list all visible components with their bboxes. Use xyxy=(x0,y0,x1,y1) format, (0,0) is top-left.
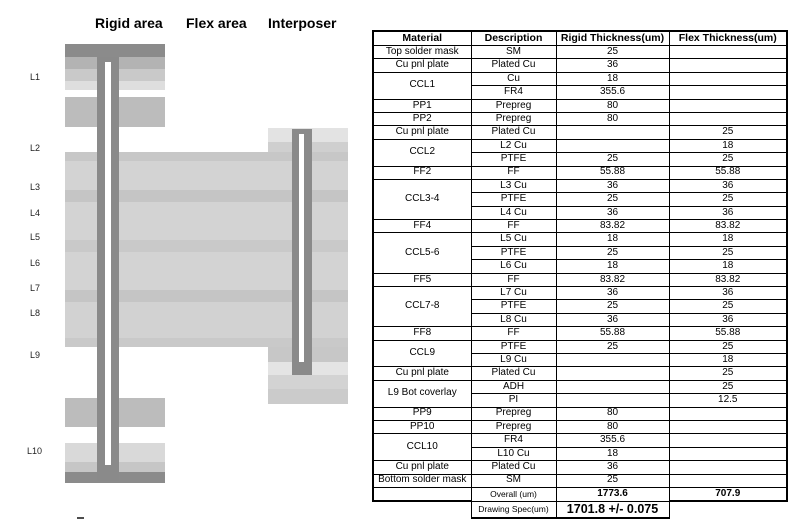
flex-thickness-cell xyxy=(669,59,787,72)
flex-thickness-cell xyxy=(669,99,787,112)
rigid-thickness-cell: 25 xyxy=(556,474,669,487)
material-cell: FF4 xyxy=(373,220,471,233)
flex-thickness-cell: 25 xyxy=(669,153,787,166)
table-row xyxy=(373,233,787,246)
description-cell: PTFE xyxy=(471,246,556,259)
spec-label-cell: Drawing Spec(um) xyxy=(471,501,556,518)
rigid-thickness-cell: 355.6 xyxy=(556,86,669,99)
flex-thickness-cell: 25 xyxy=(669,126,787,139)
table-header-row xyxy=(373,31,787,46)
flex-thickness-cell: 25 xyxy=(669,380,787,393)
description-cell: L10 Cu xyxy=(471,447,556,460)
material-cell: PP10 xyxy=(373,420,471,433)
flex-thickness-cell: 25 xyxy=(669,367,787,380)
rigid-thickness-cell: 36 xyxy=(556,287,669,300)
top-solder-mask-block xyxy=(65,44,165,57)
flex-thickness-cell: 18 xyxy=(669,353,787,366)
description-cell: PTFE xyxy=(471,153,556,166)
rigid-thickness-cell: 18 xyxy=(556,260,669,273)
flex-area-label: Flex area xyxy=(186,15,247,31)
table-row xyxy=(373,474,787,487)
flex-thickness-cell: 83.82 xyxy=(669,220,787,233)
interposer-via-hole xyxy=(299,134,304,362)
stackup-tbody xyxy=(373,46,787,488)
spec-value-cell: 1701.8 +/- 0.075 xyxy=(556,501,669,518)
material-cell: FF5 xyxy=(373,273,471,286)
table-row xyxy=(373,420,787,433)
rigid-thickness-cell: 25 xyxy=(556,300,669,313)
rigid-thickness-cell: 80 xyxy=(556,112,669,125)
description-cell: L4 Cu xyxy=(471,206,556,219)
rigid-thickness-cell: 83.82 xyxy=(556,273,669,286)
rigid-thickness-cell: 25 xyxy=(556,246,669,259)
table-row xyxy=(373,179,787,192)
layer-label-l2: L2 xyxy=(30,143,41,153)
description-cell: Prepreg xyxy=(471,112,556,125)
rigid-thickness-cell xyxy=(556,394,669,407)
rigid-thickness-cell: 18 xyxy=(556,72,669,85)
rigid-thickness-cell: 36 xyxy=(556,59,669,72)
description-cell: FR4 xyxy=(471,434,556,447)
flex-thickness-cell: 25 xyxy=(669,193,787,206)
rigid-thickness-cell: 80 xyxy=(556,420,669,433)
rigid-thickness-cell xyxy=(556,367,669,380)
flex-thickness-cell: 12.5 xyxy=(669,394,787,407)
interposer-via xyxy=(292,129,312,375)
layer-label-l4: L4 xyxy=(30,208,41,218)
flex-thickness-cell xyxy=(669,420,787,433)
description-cell: L9 Cu xyxy=(471,353,556,366)
flex-thickness-cell: 55.88 xyxy=(669,166,787,179)
material-cell: Cu pnl plate xyxy=(373,59,471,72)
stackup-diagram xyxy=(0,0,370,529)
col-header-description: Description xyxy=(471,31,556,46)
flex-thickness-cell xyxy=(669,407,787,420)
description-cell: Cu xyxy=(471,72,556,85)
description-cell: L2 Cu xyxy=(471,139,556,152)
col-header-flex-thickness: Flex Thickness(um) xyxy=(669,31,787,46)
flex-thickness-cell: 36 xyxy=(669,287,787,300)
interposer-bottom-coverlay xyxy=(268,389,348,404)
flex-thickness-cell xyxy=(669,461,787,474)
rigid-thickness-cell: 55.88 xyxy=(556,327,669,340)
table-row xyxy=(373,327,787,340)
flex-thickness-cell xyxy=(669,72,787,85)
material-cell: Cu pnl plate xyxy=(373,126,471,139)
material-cell: PP9 xyxy=(373,407,471,420)
rigid-thickness-cell xyxy=(556,139,669,152)
rigid-thickness-cell: 25 xyxy=(556,193,669,206)
interposer-area-label: Interposer xyxy=(268,15,337,31)
description-cell: L6 Cu xyxy=(471,260,556,273)
table-row xyxy=(373,367,787,380)
material-cell: CCL10 xyxy=(373,434,471,461)
flex-thickness-cell: 25 xyxy=(669,300,787,313)
flex-thickness-cell: 18 xyxy=(669,260,787,273)
table-row xyxy=(373,59,787,72)
description-cell: Prepreg xyxy=(471,407,556,420)
description-cell: Plated Cu xyxy=(471,59,556,72)
layer-label-l9: L9 xyxy=(30,350,41,360)
description-cell: L3 Cu xyxy=(471,179,556,192)
flex-thickness-cell: 83.82 xyxy=(669,273,787,286)
overall-label-cell: Overall (um) xyxy=(471,487,556,501)
material-cell: CCL7-8 xyxy=(373,287,471,327)
description-cell: Prepreg xyxy=(471,99,556,112)
flex-thickness-cell: 55.88 xyxy=(669,327,787,340)
description-cell: L8 Cu xyxy=(471,313,556,326)
stackup-table xyxy=(372,30,788,519)
table-row xyxy=(373,139,787,152)
table-row xyxy=(373,407,787,420)
description-cell: FF xyxy=(471,273,556,286)
layer-label-l7: L7 xyxy=(30,283,41,293)
material-cell: PP1 xyxy=(373,99,471,112)
flex-thickness-cell xyxy=(669,434,787,447)
rigid-thickness-cell: 18 xyxy=(556,233,669,246)
description-cell: Plated Cu xyxy=(471,126,556,139)
material-cell: L9 Bot coverlay xyxy=(373,380,471,407)
table-row xyxy=(373,340,787,353)
layer-label-l1: L1 xyxy=(30,72,41,82)
col-header-rigid-thickness: Rigid Thickness(um) xyxy=(556,31,669,46)
rigid-thickness-cell: 36 xyxy=(556,461,669,474)
flex-thickness-cell xyxy=(669,112,787,125)
material-cell: CCL1 xyxy=(373,72,471,99)
material-cell: PP2 xyxy=(373,112,471,125)
rigid-thickness-cell: 18 xyxy=(556,447,669,460)
flex-thickness-cell: 25 xyxy=(669,340,787,353)
overall-flex-cell: 707.9 xyxy=(669,487,787,501)
description-cell: Plated Cu xyxy=(471,367,556,380)
material-cell: CCL3-4 xyxy=(373,179,471,219)
table-row xyxy=(373,166,787,179)
rigid-thickness-cell: 25 xyxy=(556,340,669,353)
rigid-thickness-cell: 36 xyxy=(556,313,669,326)
rigid-thickness-cell xyxy=(556,380,669,393)
rigid-thickness-cell: 83.82 xyxy=(556,220,669,233)
rigid-thickness-cell: 80 xyxy=(556,99,669,112)
description-cell: ADH xyxy=(471,380,556,393)
rigid-area-label: Rigid area xyxy=(95,15,163,31)
table-row xyxy=(373,380,787,393)
stackup-table-panel xyxy=(372,30,786,519)
flex-thickness-cell: 36 xyxy=(669,179,787,192)
material-cell: Top solder mask xyxy=(373,46,471,59)
rigid-via xyxy=(97,57,119,481)
table-row xyxy=(373,461,787,474)
description-cell: Prepreg xyxy=(471,420,556,433)
material-cell: CCL2 xyxy=(373,139,471,166)
table-row xyxy=(373,434,787,447)
layer-label-l10: L10 xyxy=(27,446,43,456)
flex-thickness-cell: 25 xyxy=(669,246,787,259)
rigid-thickness-cell: 36 xyxy=(556,206,669,219)
description-cell: FF xyxy=(471,166,556,179)
table-row xyxy=(373,112,787,125)
table-row xyxy=(373,72,787,85)
table-row xyxy=(373,99,787,112)
description-cell: FF xyxy=(471,327,556,340)
table-row xyxy=(373,46,787,59)
drawing-spec-row xyxy=(373,501,787,518)
empty-cell xyxy=(373,501,471,518)
rigid-thickness-cell: 55.88 xyxy=(556,166,669,179)
description-cell: Plated Cu xyxy=(471,461,556,474)
rigid-thickness-cell: 25 xyxy=(556,153,669,166)
material-cell: FF8 xyxy=(373,327,471,340)
material-cell: Cu pnl plate xyxy=(373,461,471,474)
description-cell: SM xyxy=(471,46,556,59)
layer-label-l6: L6 xyxy=(30,258,41,268)
layer-label-l5: L5 xyxy=(30,232,41,242)
rigid-thickness-cell: 36 xyxy=(556,179,669,192)
material-cell xyxy=(373,487,471,501)
rigid-thickness-cell xyxy=(556,353,669,366)
description-cell: SM xyxy=(471,474,556,487)
table-row xyxy=(373,287,787,300)
material-cell: Bottom solder mask xyxy=(373,474,471,487)
table-row xyxy=(373,220,787,233)
flex-thickness-cell: 36 xyxy=(669,206,787,219)
interposer-bottom-pi-band xyxy=(268,375,348,389)
scale-tick xyxy=(77,517,84,519)
description-cell: L7 Cu xyxy=(471,287,556,300)
material-cell: FF2 xyxy=(373,166,471,179)
flex-thickness-cell xyxy=(669,474,787,487)
rigid-thickness-cell xyxy=(556,126,669,139)
layer-label-l3: L3 xyxy=(30,182,41,192)
flex-thickness-cell xyxy=(669,447,787,460)
material-cell: CCL9 xyxy=(373,340,471,367)
description-cell: PTFE xyxy=(471,193,556,206)
empty-cell xyxy=(669,501,787,518)
description-cell: FF xyxy=(471,220,556,233)
description-cell: PI xyxy=(471,394,556,407)
rigid-thickness-cell: 80 xyxy=(556,407,669,420)
rigid-thickness-cell: 355.6 xyxy=(556,434,669,447)
rigid-thickness-cell: 25 xyxy=(556,46,669,59)
material-cell: Cu pnl plate xyxy=(373,367,471,380)
material-cell: CCL5-6 xyxy=(373,233,471,273)
flex-thickness-cell: 18 xyxy=(669,139,787,152)
description-cell: PTFE xyxy=(471,340,556,353)
description-cell: L5 Cu xyxy=(471,233,556,246)
flex-thickness-cell: 36 xyxy=(669,313,787,326)
table-row xyxy=(373,273,787,286)
description-cell: FR4 xyxy=(471,86,556,99)
table-row xyxy=(373,126,787,139)
flex-thickness-cell xyxy=(669,86,787,99)
description-cell: PTFE xyxy=(471,300,556,313)
overall-row xyxy=(373,487,787,501)
layer-label-l8: L8 xyxy=(30,308,41,318)
overall-rigid-cell: 1773.6 xyxy=(556,487,669,501)
flex-thickness-cell: 18 xyxy=(669,233,787,246)
rigid-via-hole xyxy=(105,62,111,465)
flex-thickness-cell xyxy=(669,46,787,59)
col-header-material: Material xyxy=(373,31,471,46)
